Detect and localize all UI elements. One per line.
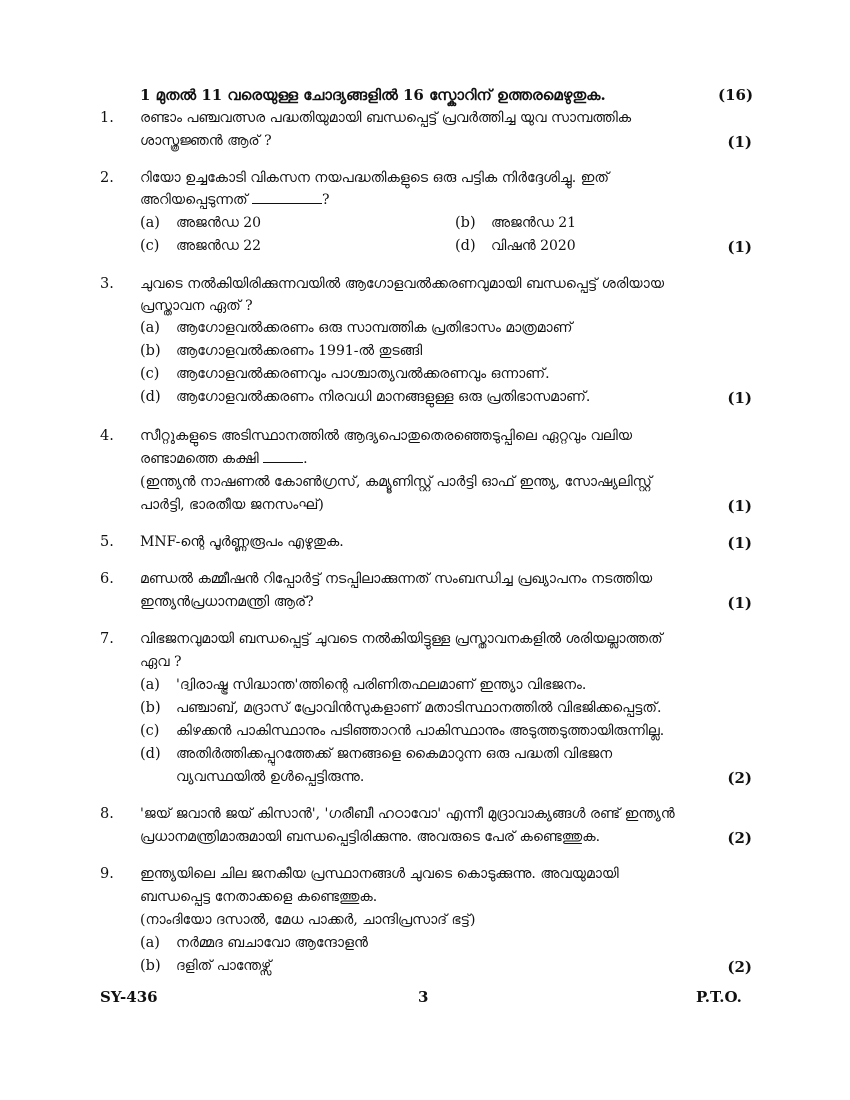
option-text: അജൻഡ 22 <box>176 238 262 254</box>
option-text: വിഷൻ 2020 <box>491 238 576 254</box>
question-number: 6. <box>100 571 114 587</box>
question-text: ശാസ്ത്രജ്ഞൻ ആര് ? <box>140 133 272 149</box>
question-number: 8. <box>100 806 114 822</box>
question-text: രണ്ടാം പഞ്ചവത്സര പദ്ധതിയുമായി ബന്ധപ്പെട്ട് പ്രവർത്തിച്ച യുവ സാമ്പത്തിക <box>140 110 632 126</box>
question-text: അറിയപ്പെടുന്നത് <box>140 192 248 208</box>
question-text: ബന്ധപ്പെട്ട നേതാക്കളെ കണ്ടെത്തുക. <box>140 889 378 905</box>
question-marks: (1) <box>727 594 752 612</box>
option-label: (d) <box>140 389 161 405</box>
question-text: റിയോ ഉച്ചകോടി വികസന നയപദ്ധതികളുടെ ഒരു പട്ടിക നിർദ്ദേശിച്ചു. ഇത് <box>140 170 609 186</box>
question-number: 4. <box>100 428 114 444</box>
option-label: (a) <box>140 215 160 231</box>
question-text-with-blank <box>140 451 308 467</box>
question-number: 1. <box>100 110 114 126</box>
question-text: 'ജയ് ജവാൻ ജയ് കിസാൻ', 'ഗരീബീ ഹഠാവോ' എന്നീ മുദ്രാവാക്യങ്ങൾ രണ്ട് ഇന്ത്യൻ <box>140 806 675 822</box>
option-label: (d) <box>140 746 161 762</box>
option-label: (a) <box>140 935 160 951</box>
question-text: സീറ്റുകളുടെ അടിസ്ഥാനത്തിൽ ആദ്യപൊതുതെരഞ്ഞെടുപ്പിലെ ഏറ്റവും വലിയ <box>140 428 633 444</box>
option-text: നർമ്മദ ബചാവോ ആന്ദോളൻ <box>176 935 368 951</box>
question-text-with-blank <box>140 192 330 208</box>
question-text: MNF-ന്റെ പൂർണ്ണരൂപം എഴുതുക. <box>140 534 344 550</box>
option-label: (b) <box>140 958 161 974</box>
option-text: അതിർത്തിക്കപ്പുറത്തേക്ക് ജനങ്ങളെ കൈമാറുന്ന ഒരു പദ്ധതി വിഭജന <box>176 746 613 762</box>
answer-blank <box>263 462 303 463</box>
option-text: 'ദ്വിരാഷ്ട്ര സിദ്ധാന്ത'ത്തിന്റെ പരിണിതഫലമാണ് ഇന്ത്യാ വിഭജനം. <box>176 677 587 693</box>
question-marks: (1) <box>727 497 752 515</box>
option-text: പഞ്ചാബ്, മദ്രാസ് പ്രോവിൻസുകളാണ് മതാടിസ്ഥാനത്തിൽ വിഭജിക്കപ്പെട്ടത്. <box>176 700 662 716</box>
question-text: പ്രസ്താവന ഏത് ? <box>140 298 253 314</box>
question-hint: (ഇന്ത്യൻ നാഷണൽ കോൺഗ്രസ്, കമ്യൂണിസ്റ്റ് പാർട്ടി ഓഫ് ഇന്ത്യ, സോഷ്യലിസ്റ്റ് <box>140 474 652 490</box>
option-label: (b) <box>140 343 161 359</box>
question-number: 7. <box>100 631 114 647</box>
answer-blank <box>252 203 322 204</box>
section-total-marks: (16) <box>718 86 754 104</box>
please-turn-over: P.T.O. <box>696 988 742 1006</box>
option-label: (c) <box>140 366 160 382</box>
question-marks: (2) <box>727 958 752 976</box>
option-text: ആഗോളവൽക്കരണം നിരവധി മാനങ്ങളുള്ള ഒരു പ്രതിഭാസമാണ്. <box>176 389 591 405</box>
option-text: അജൻഡ 20 <box>176 215 262 231</box>
question-text: ഏവ ? <box>140 654 182 670</box>
question-hint: പാർട്ടി, ഭാരതീയ ജനസംഘ്) <box>140 497 324 513</box>
question-text: മണ്ഡൽ കമ്മീഷൻ റിപ്പോർട്ട് നടപ്പിലാക്കുന്നത് സംബന്ധിച്ച പ്രഖ്യാപനം നടത്തിയ <box>140 571 653 587</box>
question-text: ഇന്ത്യയിലെ ചില ജനകീയ പ്രസ്ഥാനങ്ങൾ ചുവടെ കൊടുക്കുന്നു. അവയുമായി <box>140 866 619 882</box>
option-text: വ്യവസ്ഥയിൽ ഉൾപ്പെട്ടിരുന്നു. <box>176 769 365 785</box>
option-label: (b) <box>140 700 161 716</box>
question-hint: (നാംദിയോ ദസാൽ, മേധ പാക്കർ, ചാന്ദിപ്രസാദ് ഭട്ട്) <box>140 912 476 928</box>
question-marks: (2) <box>727 829 752 847</box>
question-text: ചുവടെ നൽകിയിരിക്കുന്നവയിൽ ആഗോളവൽക്കരണവുമായി ബന്ധപ്പെട്ട് ശരിയായ <box>140 276 665 292</box>
question-mark: ? <box>322 192 330 208</box>
page-number: 3 <box>418 988 429 1006</box>
option-label: (a) <box>140 677 160 693</box>
question-marks: (2) <box>727 769 752 787</box>
question-text: രണ്ടാമത്തെ കക്ഷി <box>140 451 259 467</box>
option-label: (c) <box>140 723 160 739</box>
option-text: കിഴക്കൻ പാകിസ്ഥാനും പടിഞ്ഞാറൻ പാകിസ്ഥാനും അടുത്തടുത്തായിരുന്നില്ല. <box>176 723 665 739</box>
question-number: 2. <box>100 170 114 186</box>
option-text: ആഗോളവൽക്കരണവും പാശ്ചാത്യവൽക്കരണവും ഒന്നാണ്. <box>176 366 550 382</box>
paper-code: SY-436 <box>100 988 158 1006</box>
option-label: (d) <box>455 238 476 254</box>
question-text: ഇന്ത്യൻപ്രധാനമന്ത്രി ആര്? <box>140 594 314 610</box>
question-number: 5. <box>100 534 114 550</box>
question-marks: (1) <box>727 133 752 151</box>
question-marks: (1) <box>727 238 752 256</box>
option-text: അജൻഡ 21 <box>491 215 577 231</box>
option-text: ആഗോളവൽക്കരണം ഒരു സാമ്പത്തിക പ്രതിഭാസം മാത്രമാണ് <box>176 320 573 336</box>
question-number: 3. <box>100 276 114 292</box>
option-label: (c) <box>140 238 160 254</box>
option-text: ആഗോളവൽക്കരണം 1991-ൽ തുടങ്ങി <box>176 343 423 359</box>
question-number: 9. <box>100 866 114 882</box>
question-marks: (1) <box>727 534 752 552</box>
question-period: . <box>303 451 308 467</box>
question-text: വിഭജനവുമായി ബന്ധപ്പെട്ട് ചുവടെ നൽകിയിട്ടുള്ള പ്രസ്താവനകളിൽ ശരിയല്ലാത്തത് <box>140 631 663 647</box>
option-label: (b) <box>455 215 476 231</box>
section-instruction: 1 മുതൽ 11 വരെയുള്ള ചോദ്യങ്ങളിൽ 16 സ്കോറിന് ഉത്തരമെഴുതുക. <box>140 86 606 104</box>
option-text: ദളിത് പാന്തേഴ്സ് <box>176 958 272 974</box>
question-marks: (1) <box>727 389 752 407</box>
question-text: പ്രധാനമന്ത്രിമാരുമായി ബന്ധപ്പെട്ടിരിക്കുന്നു. അവരുടെ പേര് കണ്ടെത്തുക. <box>140 829 601 845</box>
option-label: (a) <box>140 320 160 336</box>
